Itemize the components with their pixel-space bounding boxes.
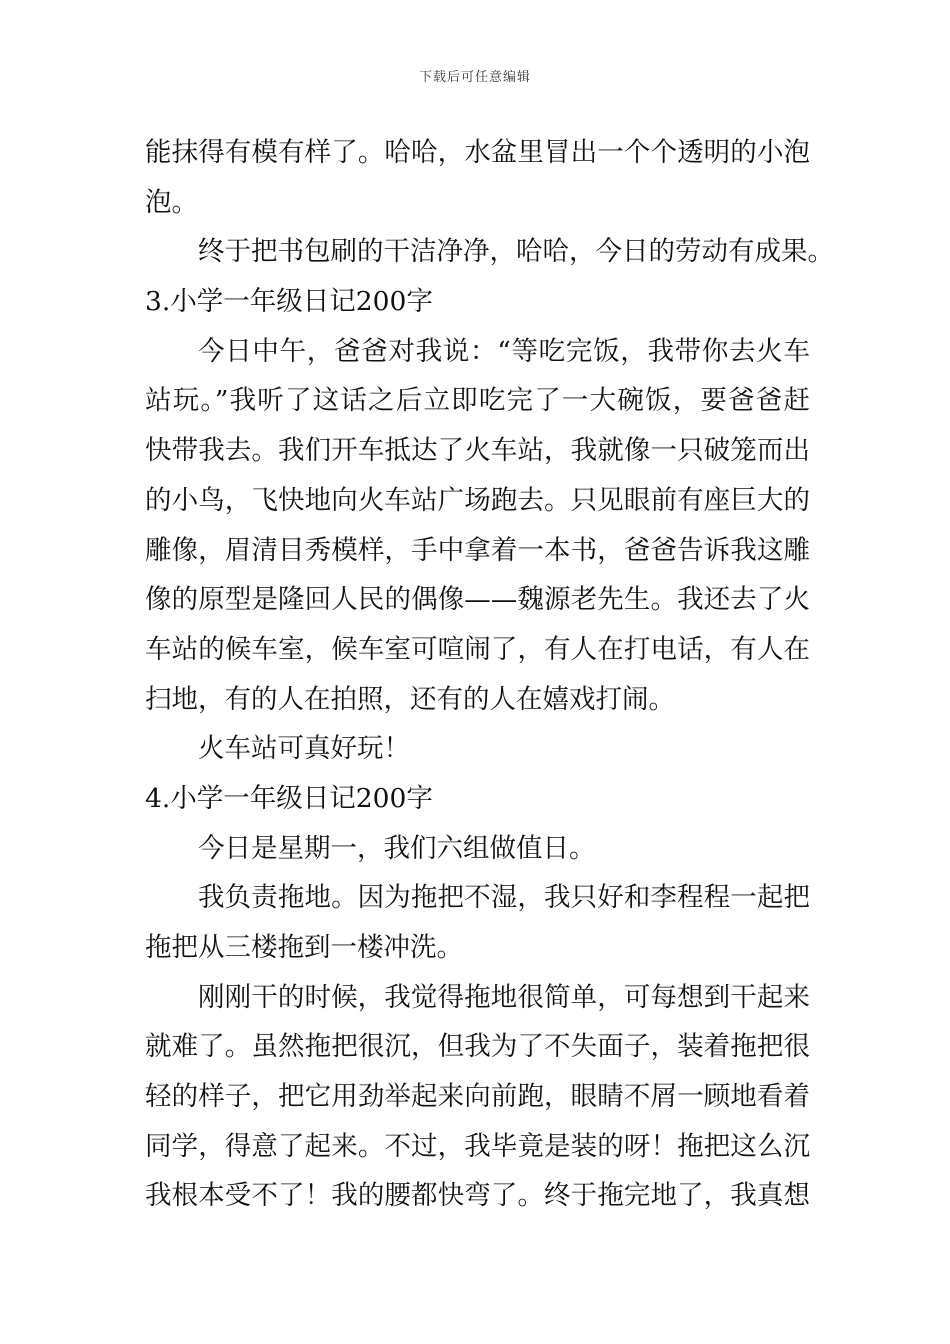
text-line: 车站的候车室，候车室可喧闹了，有人在打电话，有人在 (145, 633, 810, 665)
page-header: 下载后可任意编辑 (418, 70, 531, 85)
text-line: 就难了。虽然拖把很沉，但我为了不失面子，装着拖把很 (145, 1031, 810, 1063)
text-line: 站玩。”我听了这话之后立即吃完了一大碗饭，要爸爸赶 (145, 385, 810, 417)
text-line: 快带我去。我们开车抵达了火车站，我就像一只破笼而出 (145, 435, 810, 467)
text-line: 雕像，眉清目秀模样，手中拿着一本书，爸爸告诉我这雕 (145, 534, 810, 566)
text-line: 拖把从三楼拖到一楼冲洗。 (145, 932, 463, 963)
text-line: 同学，得意了起来。不过，我毕竟是装的呀！拖把这么沉 (145, 1130, 810, 1162)
section-heading: 3.小学一年级日记200字 (145, 286, 433, 318)
text-line: 我根本受不了！我的腰都快弯了。终于拖完地了，我真想 (145, 1180, 810, 1212)
text-line: 刚刚干的时候，我觉得拖地很简单，可每想到干起来 (198, 981, 810, 1013)
text-line: 终于把书包刷的干洁净净，哈哈，今日的劳动有成果。 (198, 236, 834, 268)
text-line: 今日是星期一，我们六组做值日。 (198, 832, 596, 864)
text-line: 泡。 (145, 186, 198, 218)
text-line: 我负责拖地。因为拖把不湿，我只好和李程程一起把 (198, 882, 810, 914)
document-body (145, 128, 834, 1221)
text-line: 能抹得有模有样了。哈哈，水盆里冒出一个个透明的小泡 (145, 137, 810, 168)
section-heading: 4.小学一年级日记200字 (145, 782, 433, 814)
text-line: 轻的样子，把它用劲举起来向前跑，眼睛不屑一顾地看着 (145, 1081, 810, 1113)
text-line: 火车站可真好玩！ (198, 733, 410, 765)
text-line: 今日中午，爸爸对我说：“等吃完饭，我带你去火车 (198, 335, 810, 367)
text-line: 扫地，有的人在拍照，还有的人在嬉戏打闹。 (145, 683, 675, 715)
text-line: 像的原型是隆回人民的偶像——魏源老先生。我还去了火 (145, 584, 810, 616)
text-line: 的小鸟，飞快地向火车站广场跑去。只见眼前有座巨大的 (145, 484, 810, 516)
